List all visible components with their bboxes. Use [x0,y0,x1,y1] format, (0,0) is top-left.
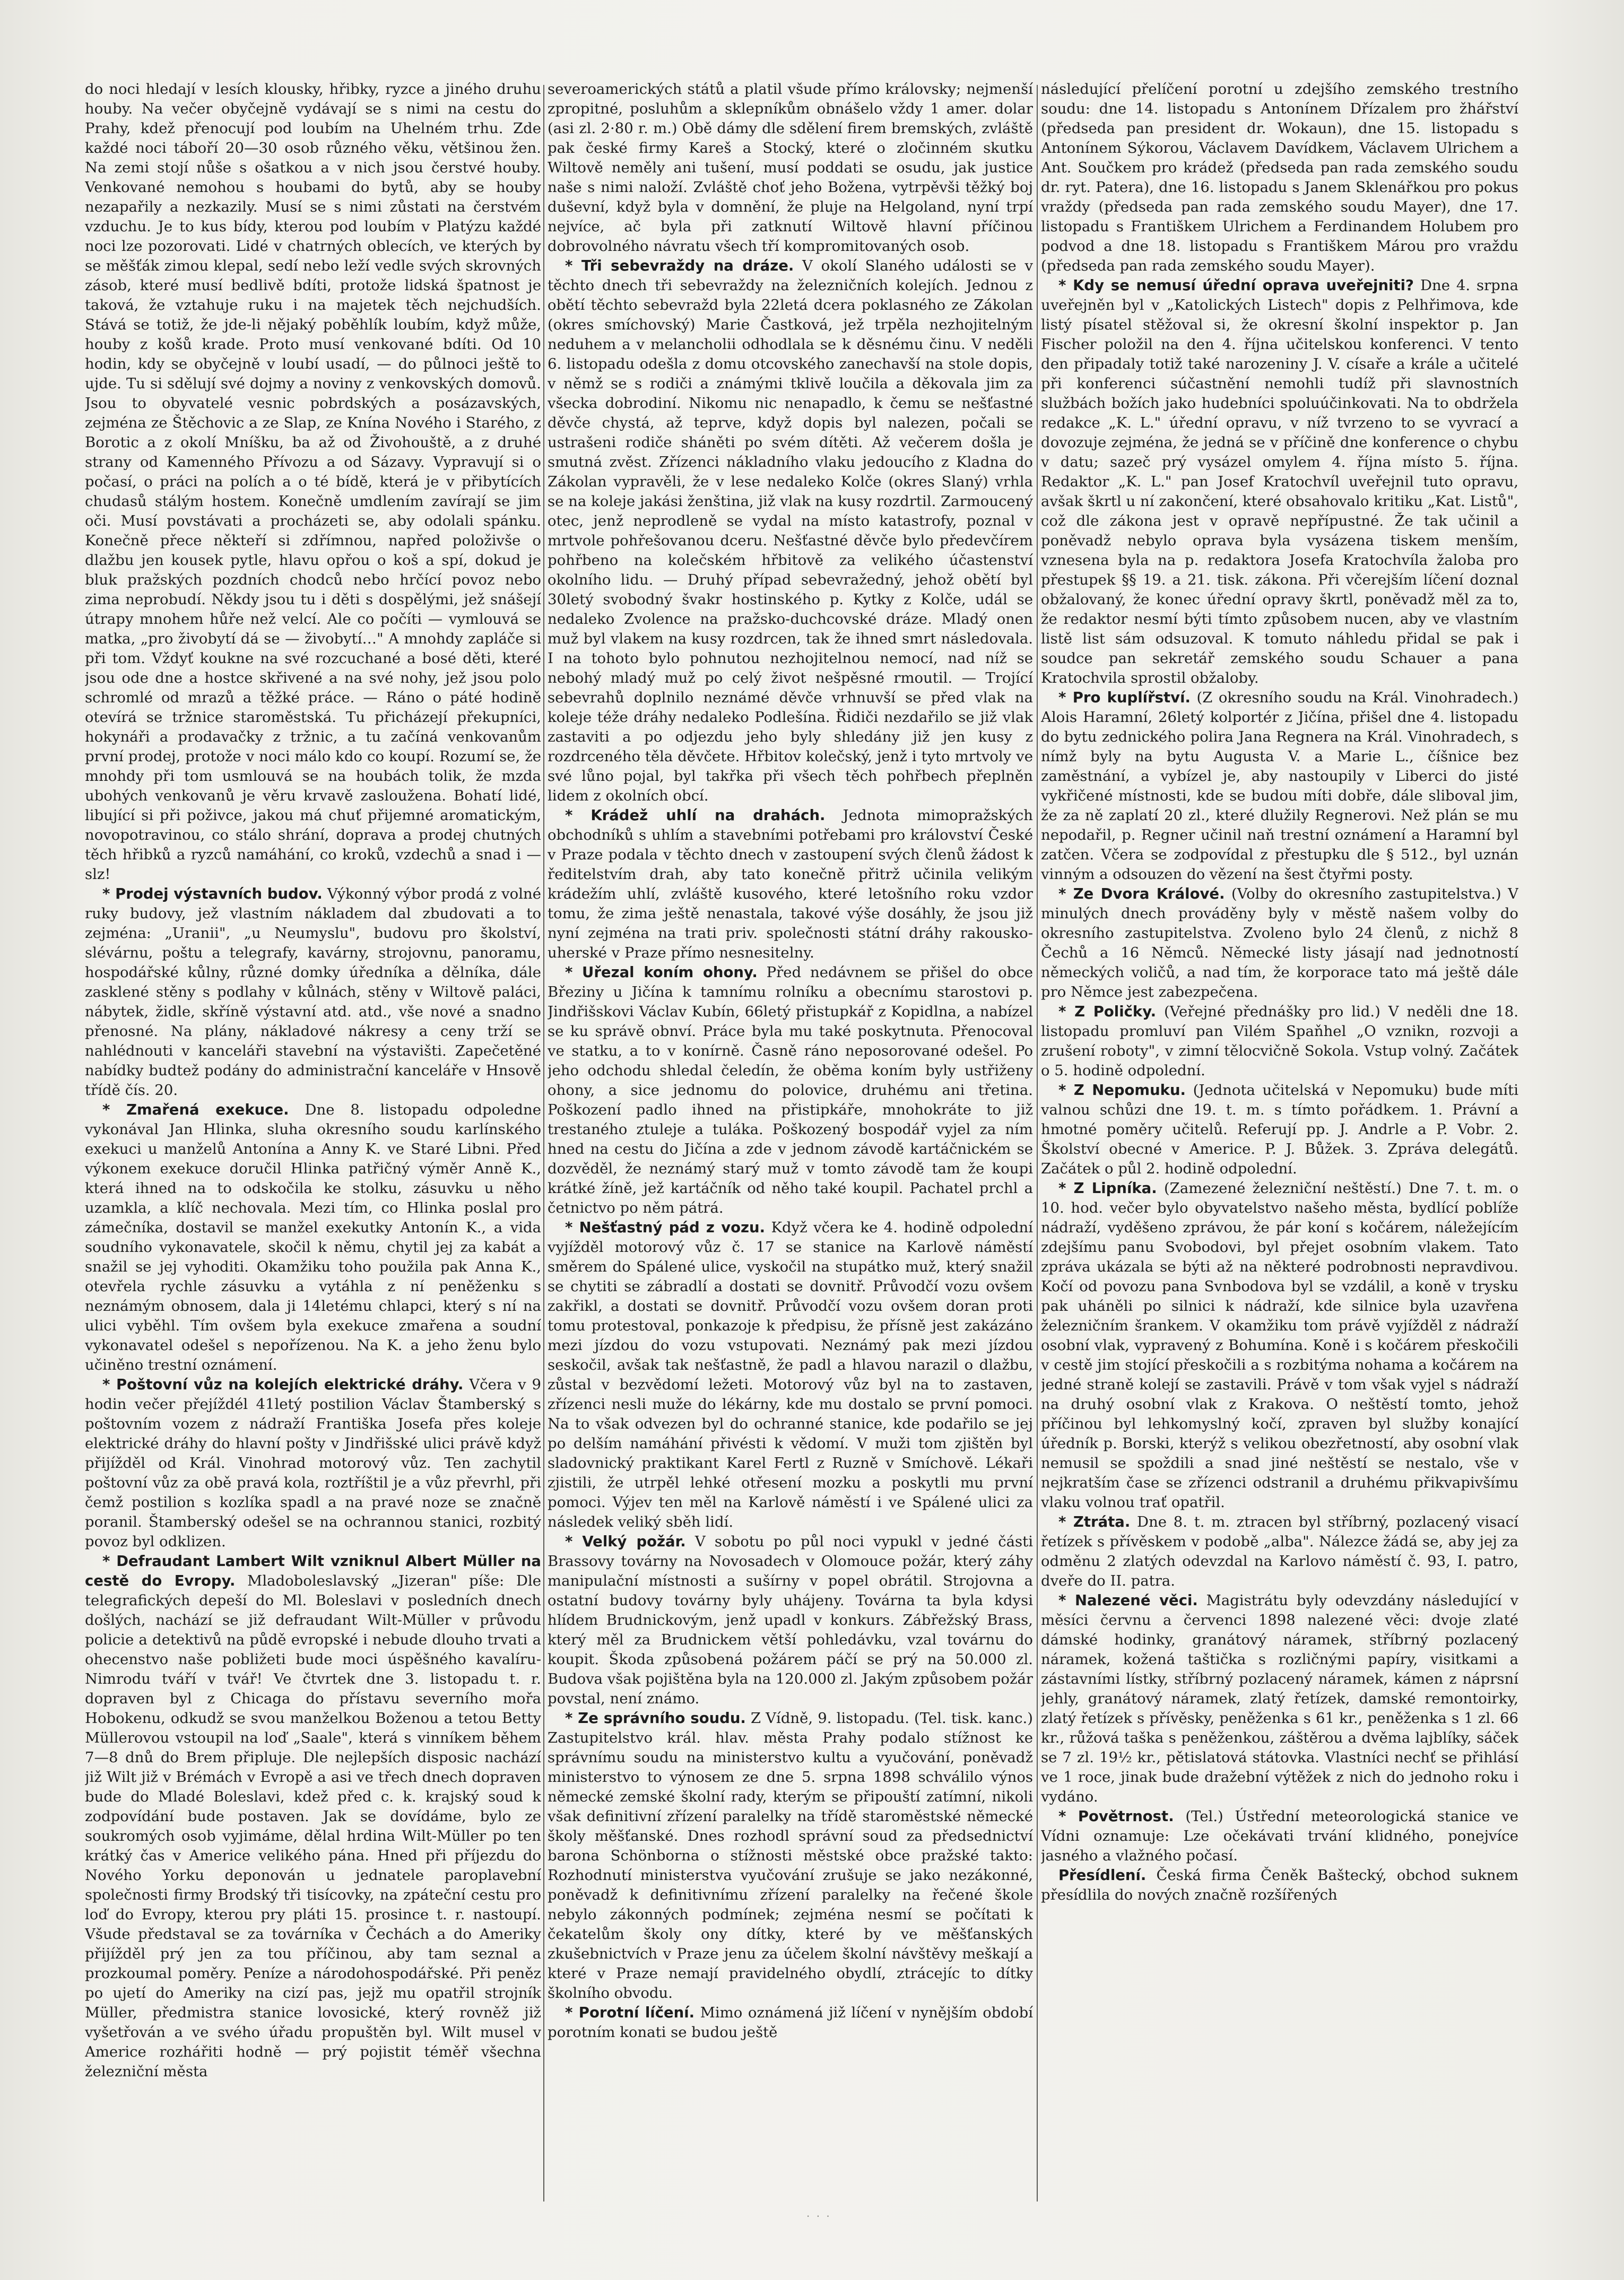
column-3-intro: následující přelíčení porotní u zdejšího zemského trestního soudu: dne 14. listopadu s Antonínem Dřízalem pro žhářství (předseda pan president dr. Wokaun), dne 15. listopadu s Antonínem Sýkorou, Václavem Davídkem, Václavem Ulrichem a Ant. Součkem pro krádež (předseda pan rada zemského soudu dr. ryt. Patera), dne 16. listopadu s Janem Sklenářkou pro pokus vraždy (předseda pan rada zemského soudu Mayer), dne 17. listopadu s Františkem Ulrichem a Ferdinandem Holubem pro podvod a dne 18. listopadu s Františkem Márou pro vraždu (předseda pan rada zemského soudu Mayer). [1041,81,1518,274]
article-text: (Zamezené železniční neštěstí.) Dne 7. t. m. o 10. hod. večer bylo obyvatelstvo našeho města, bydlící poblíže nádraží, vyděšeno zprávou, že pár koní s kočárem, náležejícím zdejšímu panu Svobodovi, byl přejet osobním vlakem. Tato zpráva ukázala se býti až na některé podrobnosti nepravdivou. Kočí od povozu pana Svnbodova byl se vzdálil, a koně v trysku pak uháněli po silnici k nádraží, kde silnice byla uzavřena železničním šrankem. V okamžiku tom právě vyjížděl z nádraží osobní vlak, vypravený z Bohumína. Koně i s kočárem přeskočili v cestě jim stojící přeskočili a s rozbitýma nohama a kočárem na jedné straně kolejí se zastavili. Právě v tom však vyjel s nádraží na druhý osobní vlak z Krakova. O neštěstí tomto, jehož příčinou byl lehkomyslný kočí, zpraven byl služby konající úředník p. Borski, kterýž s velikou obezřetností, aby osobní vlak nemusil se spoždili a snad jiné neštěstí se nestalo, vše v nejkratším čase se zřízenci odstranil a druhému přikvapivšímu vlaku volnou trať opatřil. [1041,1180,1518,1511]
article-headline: * Nešťastný pád z vozu. [565,1219,766,1236]
print-marks: · · · [806,2210,831,2223]
article-headline: * Krádež uhlí na drahách. [565,807,826,824]
article [548,963,1033,1218]
article-text: Magistrátu byly odevzdány následující v měsíci červnu a červenci 1898 nalezené věci: dvoje zlaté dámské hodinky, granátový náramek, stříbrný pozlacený náramek, kožená taštička s rozličnými papíry, visitkami a zástavními lístky, stříbrný pozlacený náramek, kámen z náprsní jehly, granátový náramek, zlatý řetízek, damské remontoirky, zlatý řetízek s přívěsky, peněženka s 61 kr., peněženka s 1 zl. 66 kr., růžová taška s peněženkou, záštěrou a dvěma lajblíky, sáček se 7 zl. 19½ kr., pětislatová státovka. Vlastníci nechť se přihlásí ve 1 roce, jinak bude dražební výtěžek z nich do jednoho roku i vydáno. [1041,1592,1518,1805]
article [1041,1002,1518,1081]
article-headline: * Prodej výstavních budov. [102,885,323,902]
article-headline: * Defraudant Lambert Wilt vzniknul Albert Müller na cestě do Evropy. [85,1553,541,1589]
article-text: Mladoboleslavský „Jizeran" píše: Dle telegrafických depeší do Ml. Boleslavi v posledních dnech došlých, nachází se již defraudant Wilt-Müller v průvodu policie a detektivů na půdě evropské i nebude dlouho trvati a ohecenstvo naše pobližeti bude moci úspěšného kavalíru-Nimrodu tváří v tvář! Ve čtvrtek dne 3. listopadu t. r. dopraven byl z Chicaga do přístavu severního mořa Hobokenu, odkudž se svou manželkou Boženou a tetou Betty Müllerovou vstoupil na loď „Saale", která s vinníkem během 7—8 dnů do Brem připluje. Dle nejlepších disposic nachází již Wilt již v Brémách v Evropě a asi ve třech dnech dopraven bude do Mladé Boleslavi, kdež před c. k. krajský soud k zodpovídání bude postaven. Jak se dovídáme, bylo ze soukromých osob vyjimáme, dělal hrdina Wilt-Müller po ten krátký čas v Americe velikého pána. Hned při příjezdu do Nového Yorku deponován u jednatele paroplavební společnosti firmy Brodský tři tisícovky, na zpáteční cestu pro loď do Evropy, kterou pry pláti 15. prosince t. r. nastoupí. Všude představal se za továrníka v Čechách a do Ameriky přijížděl prý jen za tou příčinou, aby tam seznal a prozkoumal poměry. Peníze a národohospodářské. Při peněz po ujetí do Ameriky na cizí pas, jejž mu opatřil strojník Müller, předmistra stanice lovosické, který rovněž již vyšetřován a ve svého úřadu propuštěn byl. Wilt musel v Americe rozhářiti hodně — prý pojistit téměř všechna železniční města [85,1572,541,2080]
article-headline: * Porotní líčení. [565,2004,695,2021]
article-text: Výkonný výbor prodá z volné ruky budovy, jež vlastním nákladem dal zbudovati a to zejména: „Uranii", „u Neumyslu", budovu pro školství, slévárnu, poštu a telegrafy, kavárny, strojovnu, panoramu, hospodářské kůlny, různé domky úředníka a dělníka, dále zasklené stěny s podlahy v kůlnách, stěny v Wiltově paláci, nábytek, židle, skříně výstavní atd. atd., vše nové a snadno přenosné. Na plány, nákladové nákresy a ceny trží se nahlédnouti v kanceláři stavební na výstavišti. Zapečetěné nabídky budtež podány do administrační kanceláře v Hnsově třídě čís. 20. [85,885,541,1099]
article-headline: * Z Lipníka. [1058,1180,1157,1197]
article [1041,1807,1518,1866]
article-text: Včera v 9 hodin večer přejíždél 41letý postilion Václav Štamberský s poštovním vozem z nádraží Františka Josefa přes koleje elektrické dráhy do hlavní pošty v Jindřišské ulici právě když přijížděl od Král. Vinohrad motorový vůz. Ten zachytil poštovní vůz za obě pravá kola, roztříštil je a vůz převrhl, při čemž postilion s kozlíka spadl a na pravé noze se značně poranil. Štamberský odešel se na ochrannou stanici, rozbitý povoz byl odklizen. [85,1376,541,1550]
article [1041,688,1518,884]
article [1041,1081,1518,1179]
article [85,1100,541,1375]
article-headline: Přesídlení. [1058,1867,1147,1884]
column-divider [543,85,544,2201]
column-1-intro: do noci hledají v lesích klousky, hřibky, ryzce a jiného druhu houby. Na večer obyčejně vydávají se s nimi na cestu do Prahy, kdež přenocují pod loubím na Uhelném trhu. Zde každé noci táboří 20—30 osob různého věku, většinou žen. Na zemi stojí nůše s ošatkou a v nich jsou čerstvé houby. Venkované nemohou s houbami do bytů, aby se houby nezapařily a nezkazily. Musí se s nimi zůstati na čerstvém vzduchu. Je to kus bídy, kterou pod loubím v Platýzu každé noci lze pozorovati. Lidé v chatrných oblecích, ve kterých by se měšťák zimou klepal, sedí nebo leží vedle svých skrovných zásob, které musí bedlivě bdíti, protože lidská špatnost je taková, že vztahuje ruku i na majetek těch nejchudších. Stává se totiž, že jde-li nějaký poběhlík loubím, když může, houby z košů krade. Proto musí venkované bdíti. Od 10 hodin, kdy se obyčejně v loubí usadí, — do půlnoci ještě to ujde. Tu si sdělují své dojmy a noviny z venkovských domovů. Jsou to obyvatelé vesnic pobrdských a posázavských, zejména ze Štěchovic a ze Slap, ze Knína Nového i Starého, z Borotic a z okolí Mníšku, ba až od Živohouště, a z druhé strany od Kamenného Přívozu a od Sázavy. Vypravují si o počasí, o práci na polích a o té bídě, která je v přibytících chudasů stálým hostem. Konečně umdlením zavírají se jim oči. Musí povstávati a procházeti se, aby odolali spánku. Konečně přece někteří si zdřímnou, napřed položivše o dlažbu jen kousek pytle, hlavu opřou o koš a spí, dokud je bluk pražských pozdních chodců nebo hrčící povoz nebo zima neprobudí. Někdy jsou tu i děti s dospělými, jež snášejí útrapy mnohem hůře než velcí. Ale co počíti — vymlouvá se matka, „pro živobytí dá se — živobytí…" A mnohdy zapláče si při tom. Vždyť koukne na své rozcuchané a bosé děti, které jsou ode dne a hostce skřivené a na své nohy, jež jsou polo schromlé od mrazů a těžké práce. — Ráno o páté hodině otevírá se tržnice staroměstská. Tu přicházejí překupníci, hokynáři a prodavačky z tržnic, a tu začíná venkovanům první prodej, protože v noci málo kdo co koupí. Rozumí se, že mnohdy při tom usmlouvá se na houbách tolik, že mzda ubohých venkovanů je věru krvavě zasloužena. Bohatí lidé, libující si při poživce, jakou má chuť přijemné aromatickým, novopotravinou, co stálo shrání, doprava a prodej chutných těch hřibků a ryzců namáhání, co kroků, vzdechů a snad i — slz! [85,81,541,883]
column-2-intro: severoamerických států a platil všude přímo královsky; nejmenší zpropitné, posluhům a sklepníkům obnášelo vždy 1 amer. dolar (asi zl. 2·80 r. m.) Obě dámy dle sdělení firem bremských, zvláště pak české firmy Kareš a Stocký, které o zločinném skutku Wiltově neměly ani tušení, musí poddati se osudu, jak justice naše s nimi naloží. Zvláště choť jeho Božena, vytrpěvši těžký boj duševní, když byla v domnění, že pluje na Helgoland, nyní trpí nejvíce, ač byla při zatknutí Wiltově hlavní příčinou dobrovolného návratu všech tří kompromitovaných osob. [548,81,1033,255]
article-headline: * Z Nepomuku. [1058,1082,1186,1099]
article-text: Dne 8. t. m. ztracen byl stříbrný, pozlacený visací řetízek s přívěskem v podobě „alba". Nálezce žádá se, aby jej za odměnu 2 zlatých odevzdal na Karlovo náměstí č. 93, I. patro, dveře do II. patra. [1041,1513,1518,1589]
article-text: (Jednota učitelská v Nepomuku) bude míti valnou schůzi dne 19. t. m. s tímto pořádkem. 1. Právní a hmotné poměry učitelů. Referují pp. J. Andrle a P. Vobr. 2. Školství obecné v Americe. P. J. Bůžek. 3. Zpráva delegátů. Začátek o půl 2. hodině odpolední. [1041,1082,1518,1177]
article [85,1552,541,2082]
article-text: Dne 4. srpna uveřejněn byl v „Katolických Listech" dopis z Pelhřimova, kde listý písatel stěžoval si, že okresní školní inspektor p. Jan Fischer položil na den 4. října učitelskou konferenci. V tento den připadaly totiž také narozeniny J. V. císaře a krále a učitelé při konferenci súčastnění nemohli tudíž při slavnostních službách božích jako hudebníci spoluúčinkovati. Na to obdržela redakce „K. L." úřední opravu, v níž tvrzeno to se vyvrací a dovozuje zejména, že jedná se v příčině dne konference o chybu v datu; sazeč prý vysázel omylem 4. října místo 5. října. Redaktor „K. L." pan Josef Kratochvíl uveřejnil tuto opravu, avšak škrtl u ní zakončení, které obsahovalo kritiku „Kat. Listů", což dle zákona jest v opravě nepřípustné. Že tak učinil a poněvadž nebylo oprava byla vysázena tiskem menším, vznesena byla na p. redaktora Josefa Kratochvíla žaloba pro přestupek §§ 19. a 21. tisk. zákona. Při včerejším líčení doznal obžalovaný, že konec úřední opravy škrtl, poněvadž měl za to, že redaktor nesmí býti tímto způsobem nucen, aby ve vlastním listě list sám odsuzoval. K tomuto náhledu přidal se pak i soudce pan sekretář zemského soudu Schauer a pana Kratochvila sprostil obžaloby. [1041,277,1518,686]
column-2 [548,80,1033,2249]
article [548,256,1033,806]
article-text: V sobotu po půl noci vypukl v jedné části Brassovy továrny na Novosadech v Olomouce požár, který záhy manipulační místnosti a sušírny v popel obrátil. Strojovna a ostatní budovy továrny byly uhájeny. Továrna ta byla kdysi hlídem Brudnickovým, jenž upadl v konkurs. Zábřežský Brass, který měl za Brudnickem větší pohledávku, vzal továrnu do koupit. Škoda způsobená požárem páčí se prý na 50.000 zl. Budova však pojištěna byla na 120.000 zl. Jakým způsobem požár povstal, není známo. [548,1533,1033,1707]
column-divider [1037,85,1038,2201]
article-headline: * Velký požár. [565,1533,686,1550]
article [1041,1512,1518,1591]
article-text: Když včera ke 4. hodině odpolední vyjížděl motorový vůz č. 17 se stanice na Karlově náměstí směrem do Spálené ulice, vyskočil na stupátko muž, který snažil se chytiti se zábradlí a dostati se dovnitř. Průvodčí vozu ovšem zakřikl, a dostati se dovnitř. Průvodčí vozu ovšem doran proti tomu protestoval, ponkazoje k předpisu, že přísně jest zakázáno mezi jízdou do vozu vstupovati. Neznámý pak mezi jízdou seskočil, avšak tak nešťastně, že padl a hlavou narazil o dlažbu, zůstal v bezvědomí ležeti. Motorový vůz byl na to zastaven, zřízenci nesli muže do lékárny, kde mu dostalo se první pomoci. Na to však odvezen byl do ochranné stanice, kde podařilo se jej po delším namáhání přivésti k vědomí. V muži tom zjištěn byl sladovnický praktikant Karel Fertl z Ruzně v Smíchově. Lékaři zjistili, že utrpěl lehké otřesení mozku a poskytli mu první pomoci. Výjev ten měl na Karlově náměstí i ve Spálené ulici za následek veliký sběh lidí. [548,1219,1033,1530]
article-text: Před nedávnem se přišel do obce Březiny u Jičína k tamnímu rolníku a obecnímu starostovi p. Jindřišskovi Václav Kubín, 66letý přistupkář z Kopidlna, a nabízel se ku správě obnví. Práce byla mu také poskytnuta. Přenocoval ve statku, a to v konírně. Časně ráno neposorované odešel. Po jeho odchodu shledal čeledín, že oběma koním byly ustřiženy ohony, a sice jednomu do polovice, druhému ani třetina. Poškození padlo ihned na přistipkáře, mnohokráte to již trestaného ztuleje a tuláka. Poškozený bospodář vyjel za ním hned na cestu do Jičína a zde v jednom závodě kartáčnickém se dozvěděl, že neznámý starý muž v tomto závodě tam že koupi krátké žíně, jež kartáčník od něho také koupil. Pachatel prchl a četnictvo po něm pátrá. [548,964,1033,1216]
article [548,1532,1033,1709]
article-headline: * Ze správního soudu. [565,1710,746,1727]
article-text: Z Vídně, 9. listopadu. (Tel. tisk. kanc.) Zastupitelstvo král. hlav. města Prahy podalo stížnost ke správnímu soudu na ministerstvo kultu a vyučování, poněvadž ministerstvo to výnosem ze dne 5. srpna 1898 schválilo výnos německé zemské školní rady, kterým se připouští zatímní, nikoli však definitivní zřízení paralelky na třídě staroměstské německé školy měšťanské. Dnes rozhodl správní soud za předsednictví barona Schönborna o stížnosti městské obce pražské takto: Rozhodnutí ministerstva vyučování zrušuje se jako nezákonné, poněvadž k definitivnímu zřízení paralelky na řečené škole nebylo zákonných podmínek; zejména nesmí se počítati k čekatelům školy ony dítky, které by ve měšťanských zkušebnictvích v Praze jenu za účelem školní návštěvy meškají a které v Praze nemají pravidelného obydlí, ztrácejíc to dítky školního obvodu. [548,1710,1033,2001]
column-1 [85,80,541,2249]
article-headline: * Zmařená exekuce. [102,1101,289,1118]
article-text: (Volby do okresního zastupitelstva.) V minulých dnech prováděny byly v městě našem volby do okresního zastupitelstva. Zvoleno bylo 24 členů, z nichž 8 Čechů a 16 Němců. Německé listy jásají nad jednotností německých voličů, a nad tím, že korporace tato má ještě dále pro Němce jest zabezpečena. [1041,885,1518,1000]
article-headline: * Ztráta. [1058,1513,1131,1530]
article [548,1218,1033,1532]
article-headline: * Kdy se nemusí úřední oprava uveřejniti? [1058,277,1414,294]
article-headline: * Nalezené věci. [1058,1592,1198,1609]
article [548,1709,1033,2003]
article-headline: * Uřezal koním ohony. [565,964,758,981]
article-headline: * Tři sebevraždy na dráze. [565,257,794,274]
article [85,1375,541,1552]
article-text: Česká firma Čeněk Baštecký, obchod suknem přesídlila do nových značně rozšířených [1041,1867,1518,1903]
article [1041,884,1518,1002]
article-text: V okolí Slaného události se v těchto dnech tři sebevraždy na železničních kolejích. Jednou z obětí těchto sebevražd byla 22letá dcera poklasného ze Zákolan (okres smíchovský) Marie Častková, jež trpěla nezhojitelným neduhem a v melancholii odhodlala se k děsnému činu. V neděli 6. listopadu odešla z domu otcovského zanechavší na stole dopis, v němž se s rodiči a známými tklivě loučila a děkovala jim za všecka dobrodiní. Nikomu nic nenapadlo, k čemu se nešťastné děvče chystá, až teprve, když dopis byl nalezen, počali se ustrašeni rodiče sháněti po svém dítěti. Až večerem došla je smutná zvěst. Zřízenci nákladního vlaku jedoucího z Kladna do Zákolan vypravěli, že v lese nedaleko Kolče (okres Slaný) vrhla se na koleje jakási ženština, již vlak na kusy rozdrtil. Zarmoucený otec, jenž neprodleně se vydal na místo katastrofy, poznal v mrtvole pohřešovanou dceru. Nešťastné děvče bylo předevčírem pohřbeno na kolečském hřbitově za velikého účastenství okolního lidu. — Druhý případ sebevražedný, jehož obětí byl 30letý svobodný švakr hostinského p. Kytky z Kolče, udál se nedaleko Zvolence na pražsko-duchcovské dráze. Mladý onen muž byl vlakem na kusy rozdrcen, tak že ihned smrt následovala. I na tohoto bylo pohnutou nezhojitelnou nemocí, nad níž se nebohý mladý muž po celý život nešpěsné rmoutil. — Trojící sebevrahů doplnilo neznámé děvče vrhnuvší se před vlak na koleje téže dráhy nedaleko Podlešína. Řidiči nezdařilo se již vlak zastaviti a po odjezdu jeho byly shledány již jen kusy z rozdrceného těla děvčete. Hřbitov kolečský, jenž i tyto mrtvoly ve své lůno pojal, byl takřka při všech těch pohřbech přeplněn lidem z okolních obcí. [548,257,1033,804]
article [548,806,1033,963]
column-3 [1041,80,1518,2249]
article-text: Jednota mimopražských obchodníků s uhlím a stavebními potřebami pro království České v Praze podala v těchto dnech v zastoupení svých členů žádost k ředitelstvím drah, aby tato konečně přitrž učinila velikým krádežím uhlí, zvláště kusového, které letošního roku vzdor tomu, že zima ještě nenastala, takové výše dosáhly, že jsou již nyní zejména na trati priv. společnosti státní dráhy rakousko-uherské v Praze přímo nesnesitelny. [548,807,1033,961]
article-headline: * Z Poličky. [1058,1003,1157,1020]
article-text: Mimo oznámená již líčení v nynějším období porotním konati se budou ještě [548,2004,1033,2041]
article-headline: * Ze Dvora Králové. [1058,885,1225,902]
article [85,884,541,1100]
article-text: Dne 8. listopadu odpoledne vykonával Jan Hlinka, sluha okresního soudu karlínského exekuci u manželů Antonína a Anny K. ve Staré Libni. Před výkonem exekuce doručil Hlinka patřičný výměr Anně K., která ihned na to odskočila ke stolku, zásuvku u něho uzamkla, a klíč nechovala. Mezi tím, co Hlinka poslal pro zámečníka, dostavil se manžel exekutky Antonín K., a vida soudního vykonavatele, skočil k němu, chytil jej za kabát a snažil se jej vyhoditi. Okamžiku toho použila pak Anna K., otevřela rychle zásuvku a vytáhla z ní peněženku s neznámým obnosem, dala ji 14letému chlapci, který s ní na ulici vyběhl. Tím ovšem byla exekuce zmařena a soudní vykonavatel odešel s nepořízenou. Na K. a jeho ženu bylo učiněno trestní oznámení. [85,1101,541,1373]
article [548,2003,1033,2042]
article-text: (Tel.) Ústřední meteorologická stanice ve Vídni oznamuje: Lze očekávati trvání klidného, ponejvíce jasného a vlažného počasí. [1041,1808,1518,1864]
article [1041,1591,1518,1807]
article-headline: * Poštovní vůz na kolejích elektrické dráhy. [102,1376,464,1393]
article [1041,1179,1518,1512]
article [1041,276,1518,688]
article-text: (Z okresního soudu na Král. Vinohradech.) Alois Haramní, 26letý kolportér z Jičína, přišel dne 4. listopadu do bytu zednického polira Jana Regnera na Král. Vinohradech, s nímž byly na bytu Augusta V. a Marie L., číšnice bez zaměstnání, a vybízel je, aby nastoupily v Liberci do jisté vykřičené místnosti, kde se budou míti dobře, dále sliboval jim, že za ně zaplatí 20 zl., které dlužily Regnerovi. Než plán se mu nepodařil, p. Regner učinil naň trestní oznámení a Haramní byl zatčen. Včera se zodpovídal z přestupku dle § 512., byl uznán vinným a odsouzen do vězení na šest čtyřmi posty. [1041,689,1518,883]
article [1041,1866,1518,1905]
article-headline: * Povětrnost. [1058,1808,1174,1825]
article-text: (Veřejné přednášky pro lid.) V neděli dne 18. listopadu promluví pan Vilém Spaňhel „O vznikn, rozvoji a zrušení roboty", v zimní tělocvičně Sokola. Vstup volný. Začátek o 5. hodině odpolední. [1041,1003,1518,1079]
article-headline: * Pro kuplířství. [1058,689,1191,706]
